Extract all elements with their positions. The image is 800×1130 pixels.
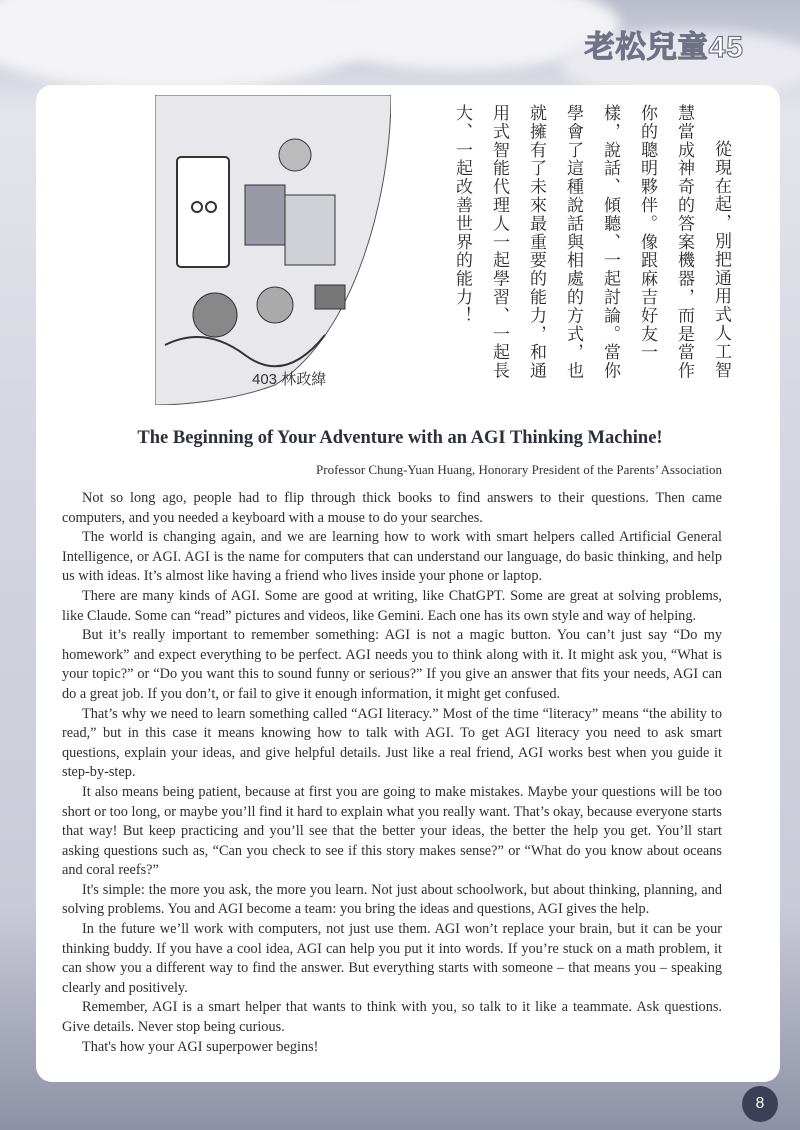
article-title: The Beginning of Your Adventure with an AGI Thinking Machine! (137, 428, 663, 448)
chinese-column: 用式智能代理人一起學習、一起長 (489, 104, 509, 380)
student-drawing (155, 95, 391, 405)
article-author: Professor Chung-Yuan Huang, Honorary President of the Parents’ Association (316, 462, 722, 477)
chinese-column: 學會了這種說話與相處的方式，也 (563, 104, 583, 380)
chinese-column: 樣，說話、傾聽、一起討論。當你 (600, 104, 620, 380)
paragraph: In the future we’ll work with computers, not just use them. AGI won’t replace your brain, but it can be your thinking buddy. If you have a cool idea, AGI can help you put it into words. If you’re stuck on a math problem, it can show you a different way to find the answer. But everything starts with someone – that means you – speaking clearly and positively. (62, 921, 722, 996)
paragraph: Remember, AGI is a smart helper that wants to think with you, so talk to it like a teammate. Ask questions. Give details. Never stop being curious. (62, 999, 722, 1036)
paragraph: But it’s really important to remember something: AGI is not a magic button. You can’t just say “Do my homework” and expect everything to be perfect. AGI needs you to think along with it. It might ask you, “What is your topic?” or “Do you want this to sound funny or serious?” If you give an answer that fits your needs, AGI can do a great job. If you don’t, or fail to give it enough information, it might get confused. (62, 627, 722, 702)
paragraph: It's simple: the more you ask, the more you learn. Not just about schoolwork, but about thinking, planning, and solving problems. You and AGI become a team: you bring the ideas and questions, AGI gives the help. (62, 881, 722, 918)
paragraph: There are many kinds of AGI. Some are good at writing, like ChatGPT. Some are great at solving problems, like Claude. Some can “read” pictures and videos, like Gemini. Each one has its own style and way of helping. (62, 587, 722, 624)
chinese-column: 你的聰明夥伴。像跟麻吉好友一 (637, 104, 657, 362)
page-number: 8 (742, 1086, 778, 1122)
article-body (62, 489, 722, 1057)
paragraph: It also means being patient, because at first you are going to make mistakes. Maybe your questions will be too short or too long, or maybe you’ll find it hard to explain what you really want. That’s okay, because everyone starts that way! But keep practicing and you’ll see that the better your ideas, the better the help you get. You’ll start asking questions such as, “Can you check to see if this story makes sense?” or “What do you know about oceans and coral reefs?” (62, 783, 722, 879)
magazine-title: 老松兒童45 (584, 31, 744, 64)
paragraph: Not so long ago, people had to flip through thick books to find answers to their questions. Then came computers, and you needed a keyboard with a mouse to do your searches. (62, 490, 722, 526)
chinese-column: 慧當成神奇的答案機器，而是當作 (674, 104, 694, 380)
chinese-column: 從現在起，別把通用式人工智 (711, 140, 731, 380)
paragraph: That’s why we need to learn something called “AGI literacy.” Most of the time “literacy” means “the ability to read,” but in this case it means knowing how to talk with AGI. To get AGI literacy you need to ask smart questions, explain your ideas, and give helpful details. Just like a real friend, AGI works best when you guide it step-by-step. (62, 705, 722, 781)
chinese-column: 就擁有了未來最重要的能力，和通 (526, 104, 546, 380)
chinese-column: 大、一起改善世界的能力！ (452, 104, 472, 325)
paragraph: That's how your AGI superpower begins! (82, 1038, 319, 1055)
paragraph: The world is changing again, and we are learning how to work with smart helpers called Artificial General Intelligence, or AGI. AGI is the name for computers that can understand our language, do basic thinking, and help us with ideas. It’s almost like having a friend who lives inside your phone or laptop. (62, 529, 722, 585)
illustration-caption: 403 林政緯 (252, 371, 327, 388)
chinese-vertical-text (430, 104, 730, 404)
